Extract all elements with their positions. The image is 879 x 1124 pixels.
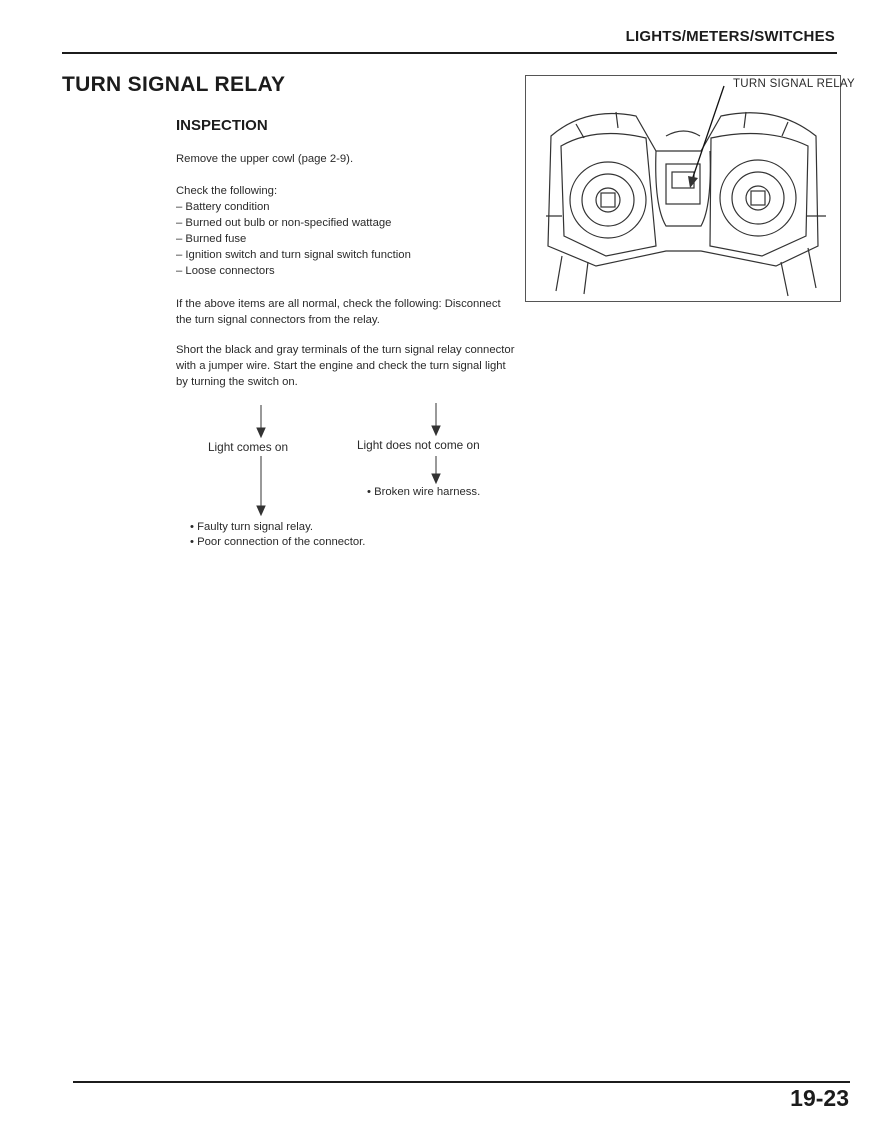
check-item: – Ignition switch and turn signal switch function xyxy=(176,249,411,261)
cause-item: • Poor connection of the connector. xyxy=(190,536,366,548)
cause-list xyxy=(190,520,365,550)
check-list xyxy=(176,183,411,279)
arrow-head xyxy=(432,474,440,483)
result-light-on: Light comes on xyxy=(208,440,289,454)
footer-rule xyxy=(73,1081,850,1083)
inspection-heading: INSPECTION xyxy=(176,117,268,134)
cause-item: • Faulty turn signal relay. xyxy=(190,521,314,533)
check-item: – Burned out bulb or non-specified wattage xyxy=(176,217,392,229)
check-list-intro: Check the following: xyxy=(176,185,278,197)
relay-location-figure xyxy=(525,75,841,302)
check-item: – Burned fuse xyxy=(176,233,247,245)
page-number: 19-23 xyxy=(790,1085,849,1111)
check-item: – Battery condition xyxy=(176,201,270,213)
figure-callout-label: TURN SIGNAL RELAY xyxy=(732,78,855,90)
page-title: TURN SIGNAL RELAY xyxy=(62,73,286,96)
step-disconnect: If the above items are all normal, check the following: Disconnect the turn signal connectors from the relay. xyxy=(176,298,501,326)
arrow-head xyxy=(257,428,265,437)
cause-broken-harness: • Broken wire harness. xyxy=(367,486,481,498)
arrow-head xyxy=(432,426,440,435)
arrow-head xyxy=(257,506,265,515)
step-remove-cowl: Remove the upper cowl (page 2-9). xyxy=(176,153,354,165)
check-item: – Loose connectors xyxy=(176,265,275,277)
step-jumper-test: Short the black and gray terminals of the turn signal relay connector with a jumper wire. Start the engine and check the turn signal light by turning the switch on. xyxy=(176,344,515,388)
header-section-label: LIGHTS/METERS/SWITCHES xyxy=(625,28,835,45)
header-rule xyxy=(62,52,837,54)
result-light-off: Light does not come on xyxy=(357,438,480,452)
engine-illustration xyxy=(526,76,840,301)
